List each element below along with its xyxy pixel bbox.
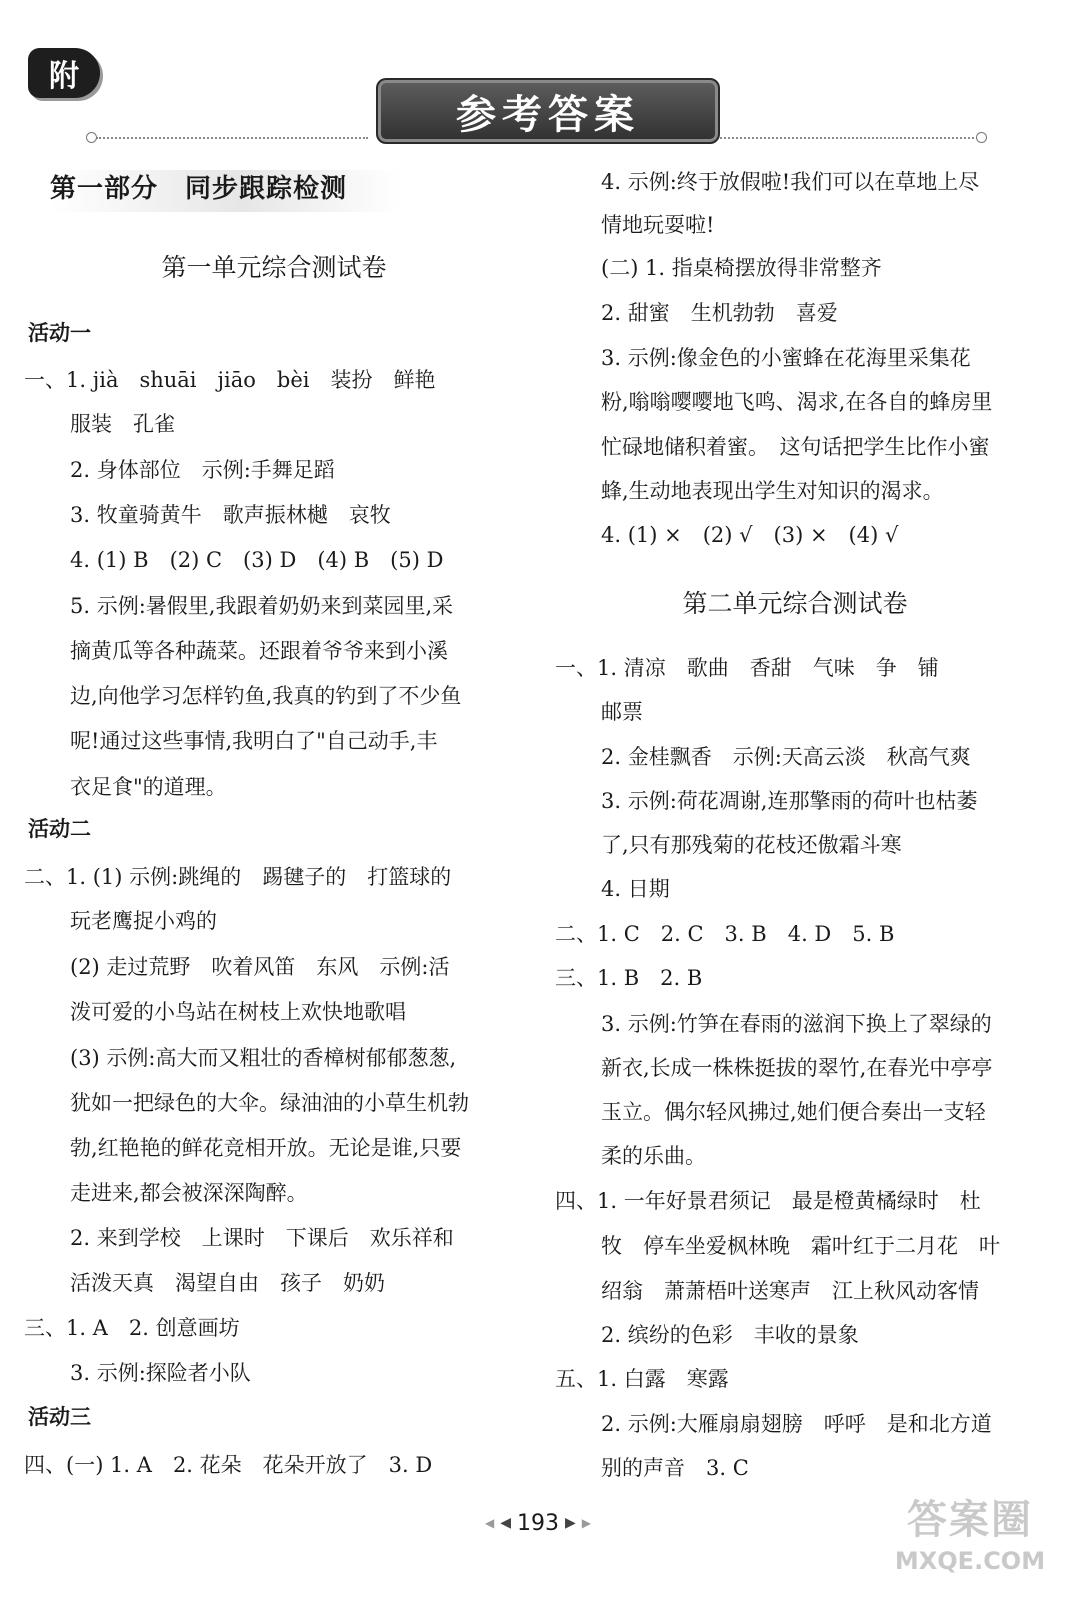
prev-page-icon: ◀ [500, 1515, 511, 1531]
page-number-bar [448, 1506, 628, 1540]
header-rule-dot-right [976, 132, 987, 143]
header-rule-dot-left [86, 132, 97, 143]
answer-line: 玉立。偶尔轻风拂过,她们便合奏出一支轻 [601, 1100, 986, 1124]
answer-line: 边,向他学习怎样钓鱼,我真的钓到了不少鱼 [70, 684, 462, 708]
prev-page-light-icon: ◀ [484, 1516, 495, 1530]
page-title: 参考答案 [376, 78, 720, 144]
answer-line: 五、1. 白露 寒露 [555, 1367, 729, 1391]
answer-line: 泼可爱的小鸟站在树枝上欢快地歌唱 [70, 1000, 406, 1024]
answer-line: 2. 金桂飘香 示例:天高云淡 秋高气爽 [601, 745, 971, 769]
page-number: 193 [517, 1510, 559, 1536]
part-title: 第一部分 同步跟踪检测 [50, 170, 400, 212]
answer-line: 三、1. B 2. B [555, 966, 703, 990]
answer-line: 玩老鹰捉小鸡的 [70, 909, 217, 933]
answer-line: 一、1. 清凉 歌曲 香甜 气味 争 铺 [555, 656, 939, 680]
next-page-icon: ▶ [565, 1515, 576, 1531]
answer-line: 活动一 [28, 321, 91, 345]
answer-line: 了,只有那残菊的花枝还傲霜斗寒 [601, 833, 902, 857]
answer-line: 三、1. A 2. 创意画坊 [24, 1316, 240, 1340]
header-rule-left [96, 137, 368, 139]
answer-line: 忙碌地储积着蜜。 这句话把学生比作小蜜 [601, 435, 990, 459]
answer-line: 4. 日期 [601, 877, 670, 901]
answer-line: 3. 牧童骑黄牛 歌声振林樾 哀牧 [70, 503, 391, 527]
answer-line: 3. 示例:探险者小队 [70, 1361, 251, 1385]
answer-line: 呢!通过这些事情,我明白了"自己动手,丰 [70, 729, 438, 753]
answer-line: 蜂,生动地表现出学生对知识的渴求。 [601, 479, 944, 503]
answer-line: 犹如一把绿色的大伞。绿油油的小草生机勃 [70, 1091, 469, 1115]
answer-line: 走进来,都会被深深陶醉。 [70, 1181, 308, 1205]
answer-line: 4. (1) B (2) C (3) D (4) B (5) D [70, 548, 444, 572]
answer-line: 2. 缤纷的色彩 丰收的景象 [601, 1323, 859, 1347]
answer-line: 活动三 [28, 1405, 91, 1429]
answer-line: 二、1. (1) 示例:跳绳的 踢毽子的 打篮球的 [24, 865, 452, 889]
answer-line: 4. (1) × (2) √ (3) × (4) √ [601, 523, 899, 547]
answer-line: 二、1. C 2. C 3. B 4. D 5. B [555, 922, 895, 946]
answer-line: 四、(一) 1. A 2. 花朵 花朵开放了 3. D [24, 1453, 433, 1477]
answer-line: 2. 示例:大雁扇扇翅膀 呼呼 是和北方道 [601, 1412, 992, 1436]
next-page-light-icon: ▶ [581, 1516, 592, 1530]
answer-line: 服装 孔雀 [70, 412, 175, 436]
answer-line: 3. 示例:竹笋在春雨的滋润下换上了翠绿的 [601, 1012, 992, 1036]
unit2-title: 第二单元综合测试卷 [682, 589, 908, 618]
answer-line: 绍翁 萧萧梧叶送寒声 江上秋风动客情 [601, 1279, 979, 1303]
answer-line: 5. 示例:暑假里,我跟着奶奶来到菜园里,采 [70, 594, 454, 618]
watermark-domain: MXQE.COM [894, 1547, 1046, 1575]
answer-line: 邮票 [601, 700, 643, 724]
answer-line: (2) 走过荒野 吹着风笛 东风 示例:活 [70, 955, 450, 979]
appendix-tab-label: 附 [49, 59, 79, 94]
answer-line: 一、1. jià shuāi jiāo bèi 装扮 鲜艳 [24, 368, 436, 392]
answer-line: 2. 身体部位 示例:手舞足蹈 [70, 458, 335, 482]
watermark-logo-text: 答案圈 [907, 1497, 1033, 1543]
answer-line: 新衣,长成一株株挺拔的翠竹,在春光中亭亭 [601, 1056, 993, 1080]
answer-line: 情地玩耍啦! [601, 213, 715, 237]
answer-line: 粉,嗡嗡嘤嘤地飞鸣、渴求,在各自的蜂房里 [601, 390, 993, 414]
answer-line: 别的声音 3. C [601, 1456, 749, 1480]
answer-line: 四、1. 一年好景君须记 最是橙黄橘绿时 杜 [555, 1189, 981, 1213]
appendix-tab [28, 48, 100, 98]
unit1-title: 第一单元综合测试卷 [161, 253, 387, 282]
answer-line: 4. 示例:终于放假啦!我们可以在草地上尽 [601, 170, 980, 194]
answer-line: 2. 甜蜜 生机勃勃 喜爱 [601, 301, 838, 325]
answer-line: (3) 示例:高大而又粗壮的香樟树郁郁葱葱, [70, 1046, 457, 1070]
header-rule-right [716, 137, 978, 139]
watermark [870, 1496, 1070, 1592]
answer-line: 3. 示例:像金色的小蜜蜂在花海里采集花 [601, 346, 971, 370]
answer-line: 3. 示例:荷花凋谢,连那擎雨的荷叶也枯萎 [601, 789, 978, 813]
answer-line: 牧 停车坐爱枫林晚 霜叶红于二月花 叶 [601, 1234, 1000, 1258]
answer-line: 2. 来到学校 上课时 下课后 欢乐祥和 [70, 1226, 454, 1250]
answer-line: (二) 1. 指桌椅摆放得非常整齐 [601, 256, 882, 280]
answer-line: 摘黄瓜等各种蔬菜。还跟着爷爷来到小溪 [70, 639, 448, 663]
answer-line: 衣足食"的道理。 [70, 775, 227, 799]
answer-line: 活泼天真 渴望自由 孩子 奶奶 [70, 1271, 385, 1295]
answer-line: 柔的乐曲。 [601, 1144, 706, 1168]
answer-line: 活动二 [28, 817, 91, 841]
answer-line: 勃,红艳艳的鲜花竞相开放。无论是谁,只要 [70, 1136, 462, 1160]
